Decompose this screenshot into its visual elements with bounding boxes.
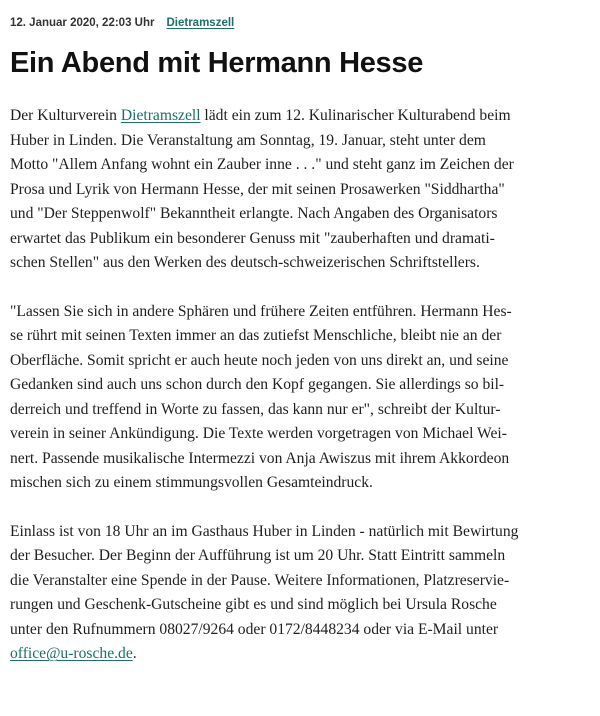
text-line: Gedanken sind auch uns schon durch den Kopf gegangen. Sie allerdings so bil- (10, 376, 505, 393)
place-link[interactable]: Dietramszell (166, 17, 235, 29)
text-line: se rührt mit seinen Texten immer an das zutiefst Menschliche, bleibt nie an der (10, 327, 502, 344)
text-line: erwartet das Publikum ein besonderer Genuss mit "zauberhaften und dramati- (10, 229, 495, 247)
text-line: unter den Rufnummern 08027/9264 oder 0172/8448234 oder via E-Mail unter (10, 620, 499, 638)
article-meta (10, 0, 590, 32)
text-line: nert. Passende musikalische Intermezzi von Anja Awiszus mit ihrem Akkordeon (10, 449, 510, 467)
text-line: die Veranstalter eine Spende in der Pause. Weitere Informationen, Platzreservie- (10, 571, 510, 589)
article-title: Ein Abend mit Hermann Hesse (10, 47, 424, 79)
dietramszell-link[interactable]: Dietramszell (120, 107, 201, 124)
text-line: verein in seiner Ankündigung. Die Texte werden vorgetragen von Michael Wei- (10, 425, 507, 442)
text-line: Huber in Linden. Die Veranstaltung am Sonntag, 19. Januar, steht unter dem (10, 131, 486, 149)
text-line: rungen und Geschenk-Gutscheine gibt es und sind möglich bei Ursula Rosche (10, 596, 497, 613)
text-line: Einlass ist von 18 Uhr an im Gasthaus Huber in Linden - natürlich mit Bewirtung (10, 522, 519, 540)
email-link[interactable]: office@u-rosche.de (10, 645, 133, 662)
text-line (10, 642, 590, 667)
text-segment: . (132, 645, 137, 662)
text-line: mischen sich zu einem stimmungsvollen Gesamteindruck. (10, 474, 373, 491)
text-line: derreich und treffend in Worte zu fassen, das kann nur er", schreibt der Kultur- (10, 400, 501, 418)
paragraph-info (10, 520, 590, 667)
article-date: 12. Januar 2020, 22:03 Uhr (10, 17, 155, 29)
text-line: Motto "Allem Anfang wohnt ein Zauber inne . . ." und steht ganz im Zeichen der (10, 156, 514, 173)
paragraph-quote (10, 300, 590, 496)
text-line: schen Stellen" aus den Werken des deutsch-schweizerischen Schriftstellers. (10, 254, 480, 271)
text-segment: Der Kulturverein (10, 107, 121, 124)
paragraph-intro (10, 104, 590, 276)
text-line: Prosa und Lyrik von Hermann Hesse, der mit seinen Prosawerken "Siddhartha" (10, 180, 505, 198)
text-line: und "Der Steppenwolf" Bekanntheit erlangte. Nach Angaben des Organisators (10, 205, 498, 222)
text-line: der Besucher. Der Beginn der Aufführung ist um 20 Uhr. Statt Eintritt sammeln (10, 547, 506, 564)
text-line (10, 104, 590, 129)
text-line: Oberfläche. Somit spricht er auch heute noch jeden von uns direkt an, und seine (10, 351, 509, 369)
text-line: "Lassen Sie sich in andere Sphären und frühere Zeiten entführen. Hermann Hes- (10, 302, 512, 320)
text-segment: lädt ein zum 12. Kulinarischer Kulturabend beim (200, 107, 511, 124)
